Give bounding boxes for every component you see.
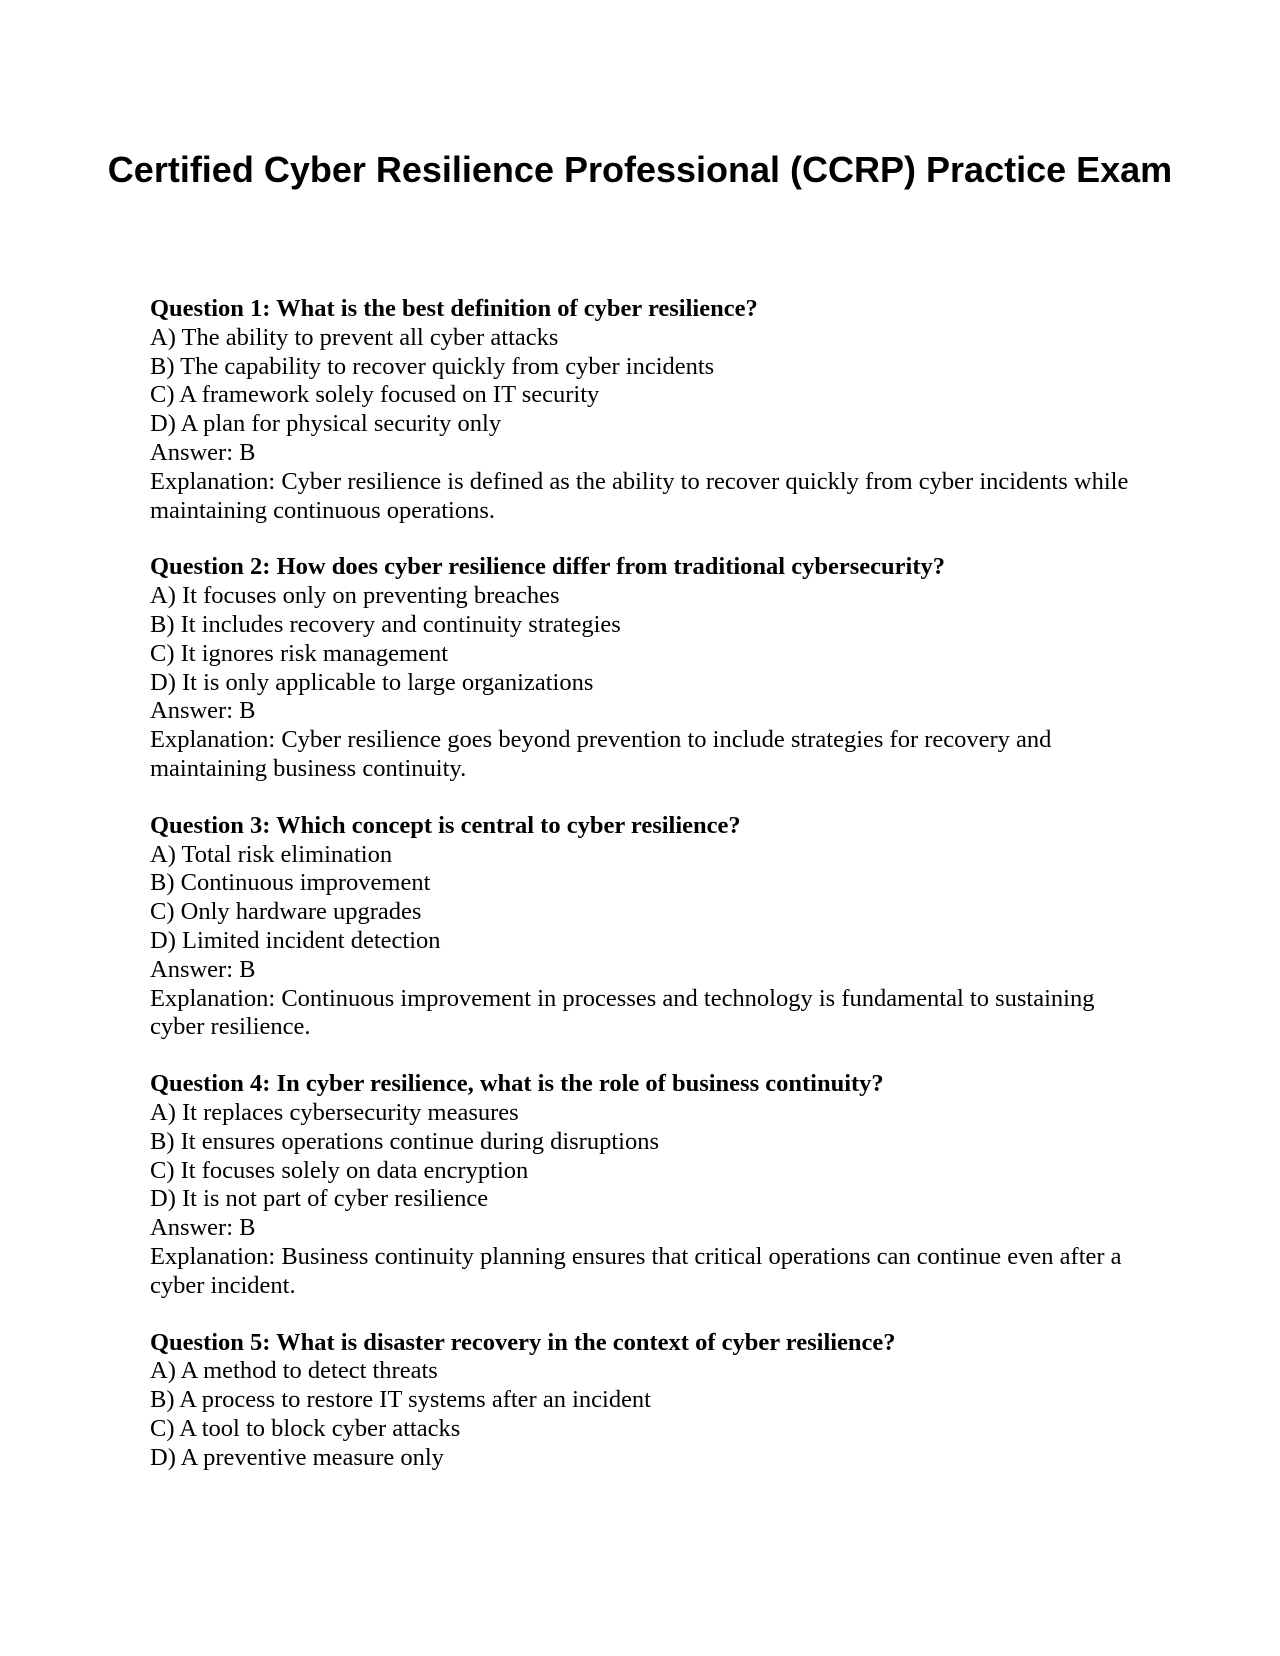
- option-d: D) It is not part of cyber resilience: [150, 1185, 489, 1213]
- option-a: A) It focuses only on preventing breaches: [150, 582, 560, 610]
- explanation-text: Explanation: Cyber resilience is defined as the ability to recover quickly from cyber incidents while maintaining continuous operations.: [150, 467, 1129, 524]
- option-d: D) It is only applicable to large organizations: [150, 668, 594, 696]
- answer-text: Answer: B: [150, 438, 256, 466]
- answer-text: Answer: B: [150, 1214, 256, 1242]
- option-c: C) A framework solely focused on IT security: [150, 381, 600, 409]
- option-a: A) A method to detect threats: [150, 1357, 438, 1385]
- question-block-2: [150, 553, 1140, 783]
- option-b: B) It includes recovery and continuity strategies: [150, 610, 621, 638]
- option-b: B) A process to restore IT systems after an incident: [150, 1386, 651, 1414]
- explanation-text: Explanation: Continuous improvement in processes and technology is fundamental to sustaining cyber resilience.: [150, 984, 1095, 1041]
- question-block-4: [150, 1070, 1140, 1300]
- question-title: Question 3: Which concept is central to cyber resilience?: [150, 811, 741, 839]
- option-b: B) The capability to recover quickly from cyber incidents: [150, 352, 715, 380]
- option-list: [150, 582, 1140, 697]
- question-block-3: [150, 812, 1140, 1042]
- question-block-1: [150, 295, 1140, 525]
- question-title: Question 4: In cyber resilience, what is the role of business continuity?: [150, 1070, 884, 1098]
- option-d: D) Limited incident detection: [150, 926, 441, 954]
- option-c: C) It ignores risk management: [150, 639, 449, 667]
- explanation-text: Explanation: Cyber resilience goes beyond prevention to include strategies for recovery and maintaining business continuity.: [150, 726, 1052, 782]
- question-title: Question 1: What is the best definition of cyber resilience?: [150, 295, 758, 322]
- answer-text: Answer: B: [150, 697, 256, 725]
- option-c: C) It focuses solely on data encryption: [150, 1156, 529, 1184]
- answer-text: Answer: B: [150, 955, 256, 983]
- option-b: B) Continuous improvement: [150, 869, 431, 897]
- option-d: D) A preventive measure only: [150, 1443, 444, 1471]
- explanation-text: Explanation: Business continuity planning ensures that critical operations can continue even after a cyber incident.: [150, 1242, 1122, 1299]
- option-c: C) Only hardware upgrades: [150, 898, 422, 926]
- question-block-5: [150, 1329, 1140, 1473]
- question-title: Question 5: What is disaster recovery in the context of cyber resilience?: [150, 1328, 896, 1356]
- question-list: [150, 295, 1140, 1500]
- option-a: A) It replaces cybersecurity measures: [150, 1098, 519, 1126]
- question-title: Question 2: How does cyber resilience differ from traditional cybersecurity?: [150, 553, 945, 581]
- option-list: [150, 1099, 1140, 1214]
- document-title: Certified Cyber Resilience Professional (CCRP) Practice Exam: [107, 149, 1173, 190]
- option-list: [150, 1357, 1140, 1472]
- option-a: A) The ability to prevent all cyber attacks: [150, 323, 559, 351]
- option-d: D) A plan for physical security only: [150, 410, 502, 438]
- option-list: [150, 841, 1140, 956]
- option-b: B) It ensures operations continue during disruptions: [150, 1127, 659, 1155]
- option-list: [150, 324, 1140, 439]
- option-a: A) Total risk elimination: [150, 840, 393, 868]
- option-c: C) A tool to block cyber attacks: [150, 1414, 461, 1442]
